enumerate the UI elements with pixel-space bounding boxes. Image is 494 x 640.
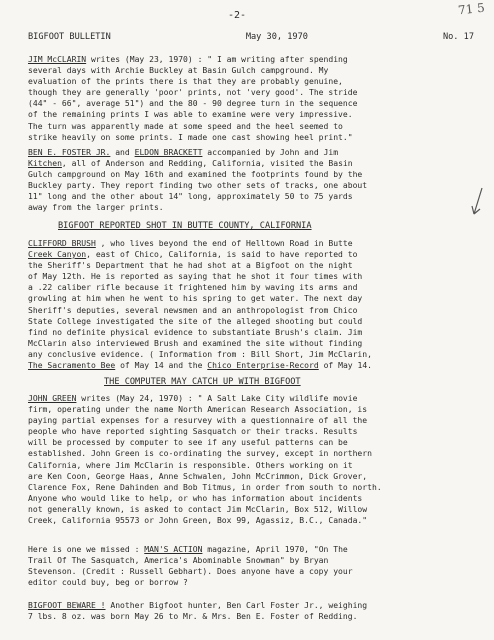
text-line: JIM McCLARIN writes (May 23, 1970) : " I am writing after spending (28, 55, 348, 64)
text-line: strike heavily on some prints. I made one cast showing heel print." (28, 132, 353, 142)
paragraph-brush (28, 238, 475, 371)
person-name: BEN E. FOSTER JR. (28, 148, 111, 157)
text-line: Clarence Fox, Rene Dahinden and Bob Titmus, in order from south to north. (28, 482, 382, 492)
paragraph-green (28, 393, 475, 526)
paragraph-mans-action (28, 544, 475, 588)
text-line: not generally known, is asked to contact Jim McClarin, Box 512, Willow (28, 504, 368, 514)
text-line: Here is one we missed : MAN'S ACTION magazine, April 1970, "On The (28, 545, 348, 554)
text-line: Buckley party. They report finding two other sets of tracks, one about (28, 181, 368, 191)
bulletin-issue: No. 17 (442, 32, 474, 42)
text-line: editor could buy, beg or borrow ? (28, 578, 188, 588)
text-line: CLIFFORD BRUSH , who lives beyond the end of Helltown Road in Butte (28, 239, 353, 248)
text-line: Sheriff's deputies, several newsmen and an anthropologist from Chico (28, 305, 358, 315)
text-line: growling at him when he went to his spring to get water. The next day (28, 294, 363, 304)
text-line: any conclusive evidence. ( Information from : Bill Short, Jim McClarin, (28, 349, 372, 359)
text-line: Stevenson. (Credit : Russell Gebhart). Does anyone have a copy your (28, 567, 353, 577)
person-name: CLIFFORD BRUSH (28, 239, 96, 248)
text-line: evaluation of the prints there is that they are probably genuine, (28, 77, 343, 87)
bulletin-date: May 30, 1970 (245, 32, 308, 42)
text-line: Gulch campground on May 16th and examined the footprints found by the (28, 170, 363, 180)
bulletin-title: BIGFOOT BULLETIN (28, 32, 111, 42)
bulletin-header (28, 32, 474, 42)
text-line: JOHN GREEN writes (May 24, 1970) : " A Salt Lake City wildlife movie (28, 394, 358, 403)
text-line: The Sacramento Bee of May 14 and the Chico Enterprise-Record of May 14. (28, 361, 373, 371)
person-name: JIM McCLARIN (28, 55, 87, 64)
text-line: The turn was apparently made at some speed and the heel seemed to (28, 121, 343, 131)
text-line: Anyone who would like to help, or who has information about incidents (28, 493, 363, 503)
text-line: are Ken Coon, George Haas, Anne Schwalen, John McCrimmon, Dick Grover, (28, 471, 368, 481)
person-name: ELDON BRACKETT (134, 148, 203, 157)
text-line: Trail Of The Sasquatch, America's Abominable Snowman" by Bryan (28, 556, 329, 566)
text-line: Creek Canyon, east of Chico, California, is said to have reported to (28, 250, 358, 260)
text-line: 11" long and the other about 14" long, approximately 50 to 75 yards (28, 192, 353, 202)
section-label: BIGFOOT BEWARE ! (28, 601, 106, 610)
text-line: a .22 caliber rifle because it frightened him by waving its arms and (28, 283, 358, 293)
newspaper-name: Chico Enterprise-Record (207, 361, 319, 371)
text-line: McClarin also interviewed Brush and examined the site without finding (28, 338, 363, 348)
text-line: California, where Jim McClarin is responsible. Others working on it (28, 460, 353, 470)
text-line: though they are generally 'poor' prints, not 'very good'. The stride (28, 88, 358, 98)
paragraph-mcclarin (28, 54, 475, 143)
newspaper-name: The Sacramento Bee (28, 361, 116, 371)
text-line: away from the larger prints. (28, 203, 164, 213)
handwritten-mark: 71 5 (457, 0, 486, 18)
text-line: 7 lbs. 8 oz. was born May 26 to Mr. & Mrs. Ben E. Foster of Redding. (28, 612, 358, 622)
paragraph-foster (28, 147, 475, 214)
text-line: find no definite physical evidence to substantiate Brush's claim. Jim (28, 327, 363, 337)
text-line: established. John Green is co-ordinating the survey, except in northern (28, 449, 372, 459)
magazine-name: MAN'S ACTION (144, 545, 203, 554)
heading-computer: THE COMPUTER MAY CATCH UP WITH BIGFOOT (104, 377, 301, 387)
text-line: of May 12th. He is reported as saying that he shot it four times with (28, 272, 363, 282)
text-line: of the remaining prints I was able to examine were very impressive. (28, 110, 353, 120)
text-line: Kitchen, all of Anderson and Redding, California, visited the Basin (28, 159, 353, 169)
text-line: BEN E. FOSTER JR. and ELDON BRACKETT accompanied by John and Jim (28, 148, 339, 157)
page-number: -2- (228, 10, 247, 21)
handwritten-arrow-icon (470, 186, 484, 218)
text-line: BIGFOOT BEWARE ! Another Bigfoot hunter, Ben Carl Foster Jr., weighing (28, 601, 368, 610)
text-line: the Sheriff's Department that he had shot at a Bigfoot on the night (28, 261, 353, 271)
heading-shot-in-butte: BIGFOOT REPORTED SHOT IN BUTTE COUNTY, CALIFORNIA (58, 221, 312, 231)
text-line: Creek, California 95573 or John Green, Box 99, Agassiz, B.C., Canada." (28, 516, 368, 526)
paragraph-bigfoot-beware (28, 600, 475, 622)
text-line: (44" - 66", average 51") and the 80 - 90 degree turn in the sequence (28, 99, 358, 109)
person-name: JOHN GREEN (28, 394, 77, 403)
text-line: firm, operating under the name North American Research Association, is (28, 405, 368, 415)
text-line: paying partial expenses for a resurvey with a questionnaire of all the (28, 416, 368, 426)
text-line: several days with Archie Buckley at Basin Gulch campground. My (28, 66, 329, 76)
text-line: State College investigated the site of the alleged shooting but could (28, 316, 363, 326)
text-line: people who have reported sighting Sasquatch or their tracks. Results (28, 427, 358, 437)
text-line: will be processed by computer to see if any useful patterns can be (28, 438, 348, 448)
